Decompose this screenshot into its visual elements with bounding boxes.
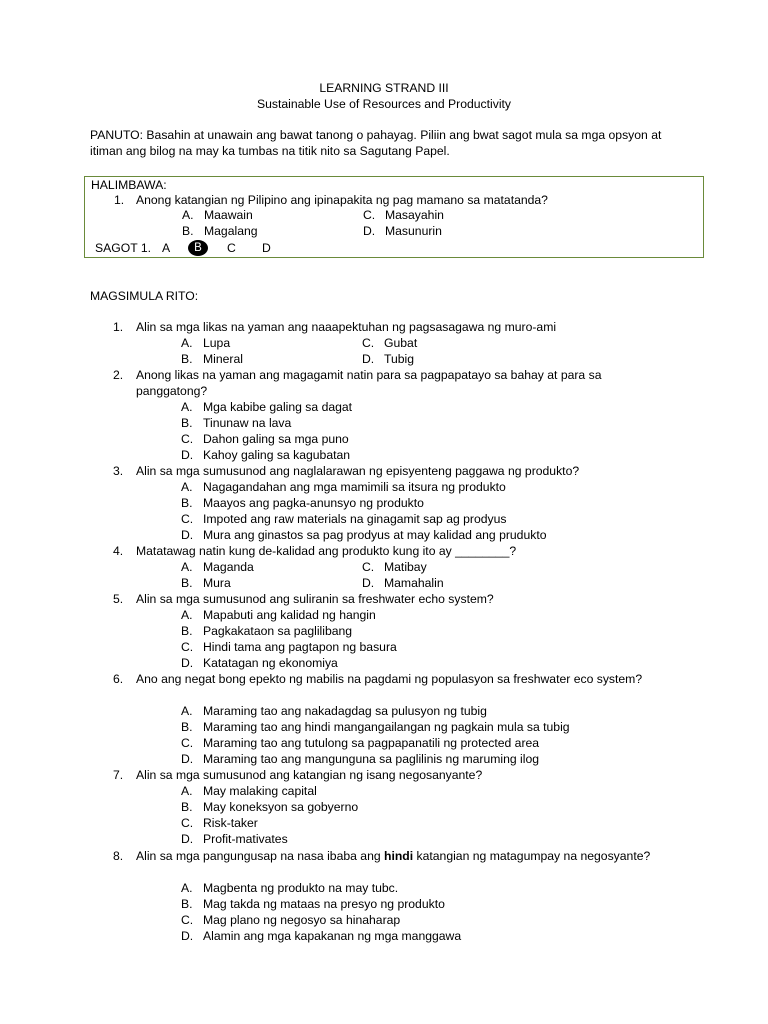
option-d[interactable]: D. Tubig xyxy=(362,352,415,366)
option-a[interactable]: A. Maraming tao ang nakadagdag sa pulusyon ng tubig xyxy=(181,704,487,718)
answer-choice-d: D xyxy=(262,241,271,255)
example-option-d: D. Masunurin xyxy=(363,224,442,238)
answer-choice-c: C xyxy=(227,241,236,255)
option-a[interactable]: A. Maganda xyxy=(181,560,254,574)
option-c[interactable]: C. Hindi tama ang pagtapon ng basura xyxy=(181,640,397,654)
option-a[interactable]: A. Nagagandahan ang mga mamimili sa itsura ng produkto xyxy=(181,480,506,494)
option-c[interactable]: C. Impoted ang raw materials na ginagamit sap ag prodyus xyxy=(181,512,507,526)
emphasis-hindi: hindi xyxy=(384,849,414,863)
question-text: Matatawag natin kung de-kalidad ang produkto kung ito ay ________? xyxy=(136,544,517,558)
option-a[interactable]: A. Mga kabibe galing sa dagat xyxy=(181,400,353,414)
question-number: 2. xyxy=(113,368,124,382)
strand-subtitle: Sustainable Use of Resources and Productivity xyxy=(256,97,512,111)
question-number: 1. xyxy=(113,320,124,334)
option-a[interactable]: A. May malaking capital xyxy=(181,784,317,798)
start-label: MAGSIMULA RITO: xyxy=(90,289,199,303)
option-d[interactable]: D. Profit-mativates xyxy=(181,832,288,846)
option-a[interactable]: A. Lupa xyxy=(181,336,231,350)
instructions xyxy=(90,127,690,159)
question-number: 3. xyxy=(113,464,124,478)
instructions-text: Basahin at unawain ang bawat tanong o pahayag. Piliin ang bwat sagot mula sa mga opsyon at itiman ang bilog na may ka tumbas na titik nito sa Sagutang Papel. xyxy=(90,128,662,158)
option-a[interactable]: A. Mapabuti ang kalidad ng hangin xyxy=(181,608,376,622)
option-d[interactable]: D. Maraming tao ang mangunguna sa paglilinis ng maruming ilog xyxy=(181,752,540,766)
question-number: 8. xyxy=(113,849,124,863)
question-number: 5. xyxy=(113,592,124,606)
option-c[interactable]: C. Matibay xyxy=(362,560,427,574)
option-c[interactable]: C. Dahon galing sa mga puno xyxy=(181,432,349,446)
instructions-label: PANUTO: xyxy=(90,128,144,142)
strand-title: LEARNING STRAND III xyxy=(319,81,449,95)
example-box xyxy=(84,176,704,258)
option-d[interactable]: D. Mamahalin xyxy=(362,576,444,590)
question-number: 4. xyxy=(113,544,124,558)
question-text: Anong likas na yaman ang magagamit natin para sa pagpapatayo sa bahay at para sa panggatong? xyxy=(136,368,602,398)
question-text: Alin sa mga sumusunod ang katangian ng isang negosanyante? xyxy=(136,768,483,782)
question-text: Ano ang negat bong epekto ng mabilis na pagdami ng populasyon sa freshwater eco system? xyxy=(136,672,643,686)
example-option-c: C. Masayahin xyxy=(363,208,444,222)
question-text: Alin sa mga sumusunod ang naglalarawan ng episyenteng paggawa ng produkto? xyxy=(136,464,580,478)
example-option-a: A. Maawain xyxy=(182,208,253,222)
example-question: Anong katangian ng Pilipino ang ipinapakita ng pag mamano sa matatanda? xyxy=(136,193,548,207)
option-b[interactable]: B. Mineral xyxy=(181,352,243,366)
option-d[interactable]: D. Kahoy galing sa kagubatan xyxy=(181,448,351,462)
option-c[interactable]: C. Mag plano ng negosyo sa hinaharap xyxy=(181,913,401,927)
question-text: Alin sa mga pangungusap na nasa ibaba ang hindi katangian ng matagumpay na negosyante? xyxy=(136,849,651,863)
answer-choice-b-filled: B xyxy=(188,240,208,256)
option-b[interactable]: B. Maayos ang pagka-anunsyo ng produkto xyxy=(181,496,424,510)
option-d[interactable]: D. Mura ang ginastos sa pag prodyus at may kalidad ang prudukto xyxy=(181,528,547,542)
question-text: Alin sa mga likas na yaman ang naaapektuhan ng pagsasagawa ng muro-ami xyxy=(136,320,557,334)
option-c[interactable]: C. Risk-taker xyxy=(181,816,258,830)
option-b[interactable]: B. Maraming tao ang hindi mangangailangan ng pagkain mula sa tubig xyxy=(181,720,570,734)
option-a[interactable]: A. Magbenta ng produkto na may tubc. xyxy=(181,881,399,895)
question-number: 7. xyxy=(113,768,124,782)
question-text: Alin sa mga sumusunod ang suliranin sa freshwater echo system? xyxy=(136,592,494,606)
option-b[interactable]: B. Mag takda ng mataas na presyo ng produkto xyxy=(181,897,445,911)
option-b[interactable]: B. May koneksyon sa gobyerno xyxy=(181,800,359,814)
example-option-b: B. Magalang xyxy=(182,224,258,238)
example-heading: HALIMBAWA: xyxy=(91,178,167,192)
option-b[interactable]: B. Tinunaw na lava xyxy=(181,416,292,430)
option-d[interactable]: D. Alamin ang mga kapakanan ng mga manggawa xyxy=(181,929,462,943)
option-c[interactable]: C. Maraming tao ang tutulong sa pagpapanatili ng protected area xyxy=(181,736,540,750)
question-number: 6. xyxy=(113,672,124,686)
option-d[interactable]: D. Katatagan ng ekonomiya xyxy=(181,656,338,670)
example-answer-label: SAGOT 1. xyxy=(95,241,151,255)
example-number: 1. xyxy=(114,193,125,207)
option-b[interactable]: B. Mura xyxy=(181,576,231,590)
option-b[interactable]: B. Pagkakataon sa paglilibang xyxy=(181,624,353,638)
answer-choice-a: A xyxy=(162,241,171,255)
option-c[interactable]: C. Gubat xyxy=(362,336,418,350)
